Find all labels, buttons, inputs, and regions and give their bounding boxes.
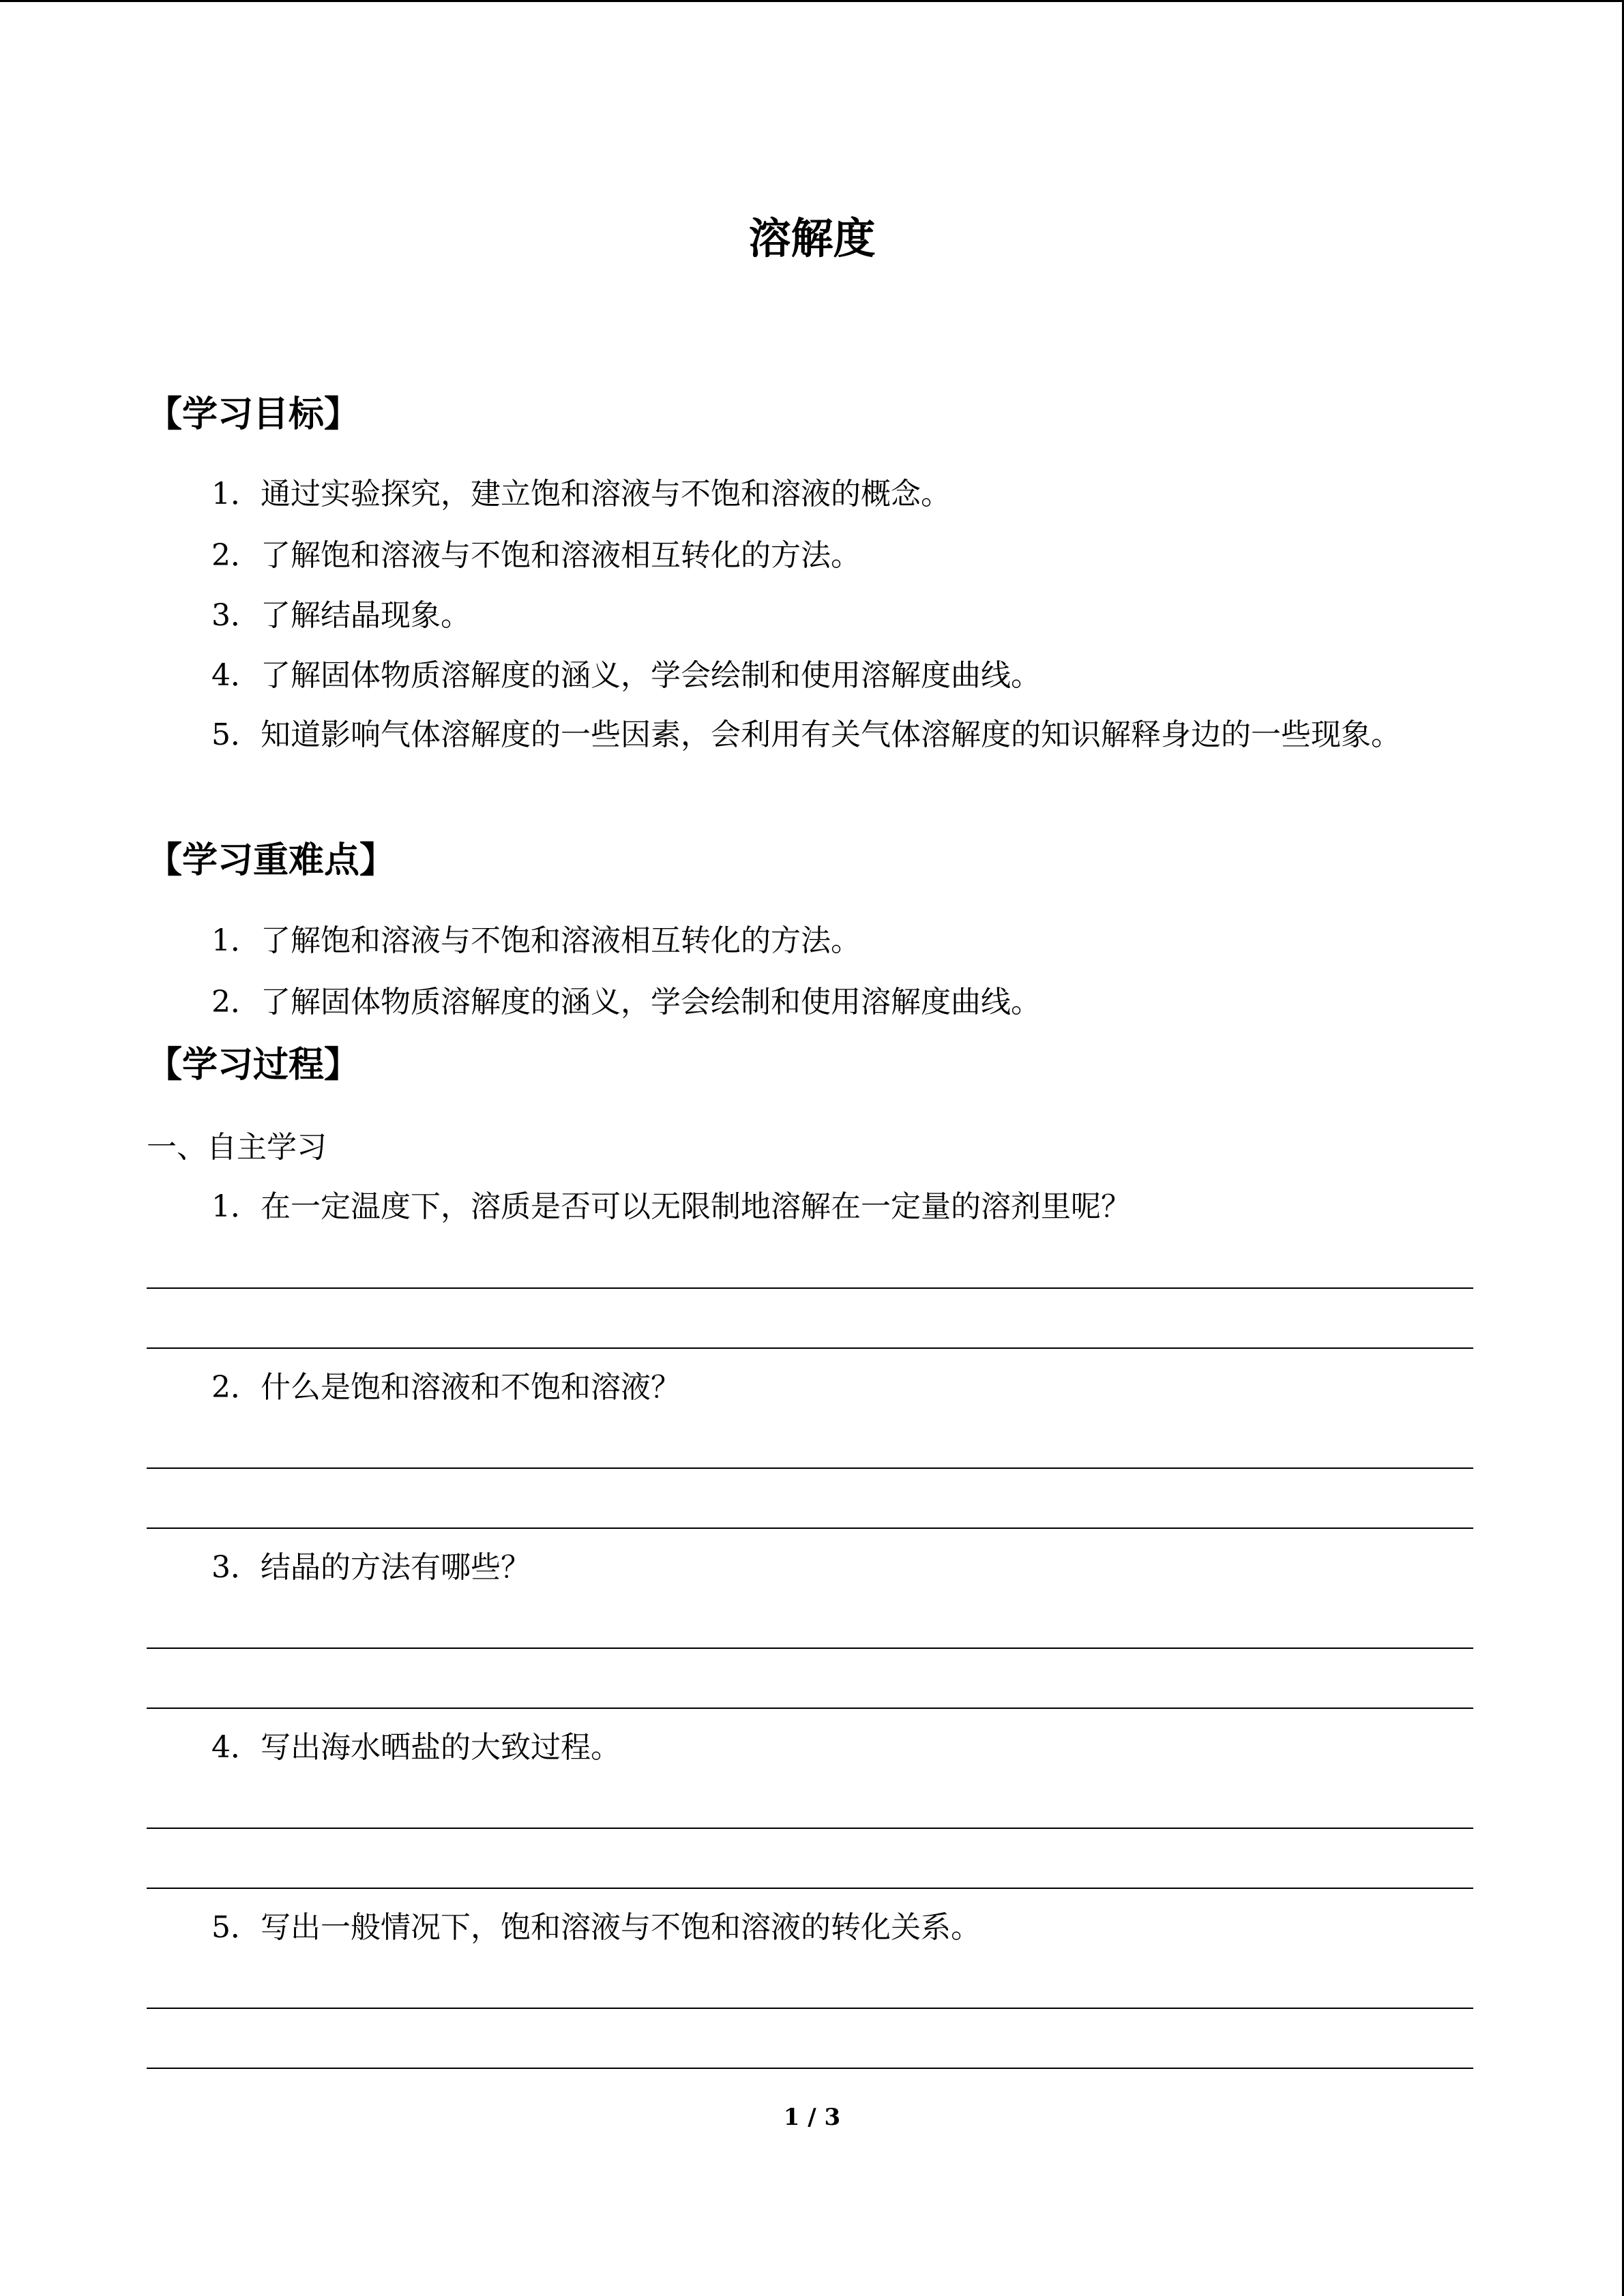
- page-number: 1 / 3: [783, 2104, 841, 2131]
- objective-item: 1．通过实验探究，建立饱和溶液与不饱和溶液的概念。: [211, 477, 951, 511]
- section-heading-process: 【学习过程】: [147, 1045, 360, 1086]
- question-item: 4．写出海水晒盐的大致过程。: [211, 1730, 621, 1765]
- answer-line[interactable]: [147, 1347, 1473, 1349]
- page-title: 溶解度: [748, 213, 876, 263]
- answer-line[interactable]: [147, 1287, 1473, 1289]
- answer-line[interactable]: [147, 1888, 1473, 1889]
- answer-line[interactable]: [147, 1648, 1473, 1649]
- section-heading-objectives: 【学习目标】: [147, 394, 360, 435]
- key-point-item: 1．了解饱和溶液与不饱和溶液相互转化的方法。: [211, 923, 861, 958]
- question-item: 2．什么是饱和溶液和不饱和溶液？: [211, 1370, 681, 1405]
- objective-item: 4．了解固体物质溶解度的涵义，学会绘制和使用溶解度曲线。: [211, 658, 1041, 693]
- objective-item: 2．了解饱和溶液与不饱和溶液相互转化的方法。: [211, 538, 861, 573]
- answer-line[interactable]: [147, 2008, 1473, 2009]
- answer-line[interactable]: [147, 1527, 1473, 1529]
- objective-item: 5．知道影响气体溶解度的一些因素，会利用有关气体溶解度的知识解释身边的一些现象。: [211, 717, 1401, 752]
- answer-line[interactable]: [147, 1467, 1473, 1469]
- answer-line[interactable]: [147, 1708, 1473, 1709]
- page-border-top: [0, 0, 1624, 2]
- question-item: 3．结晶的方法有哪些？: [211, 1550, 531, 1585]
- objective-item: 3．了解结晶现象。: [211, 598, 471, 633]
- key-point-item: 2．了解固体物质溶解度的涵义，学会绘制和使用溶解度曲线。: [211, 985, 1041, 1019]
- question-item: 1．在一定温度下，溶质是否可以无限制地溶解在一定量的溶剂里呢？: [211, 1189, 1131, 1224]
- subsection-title: 一、自主学习: [147, 1130, 327, 1165]
- section-heading-key-points: 【学习重难点】: [147, 840, 396, 881]
- answer-line[interactable]: [147, 1828, 1473, 1829]
- answer-line[interactable]: [147, 2068, 1473, 2069]
- question-item: 5．写出一般情况下，饱和溶液与不饱和溶液的转化关系。: [211, 1910, 981, 1945]
